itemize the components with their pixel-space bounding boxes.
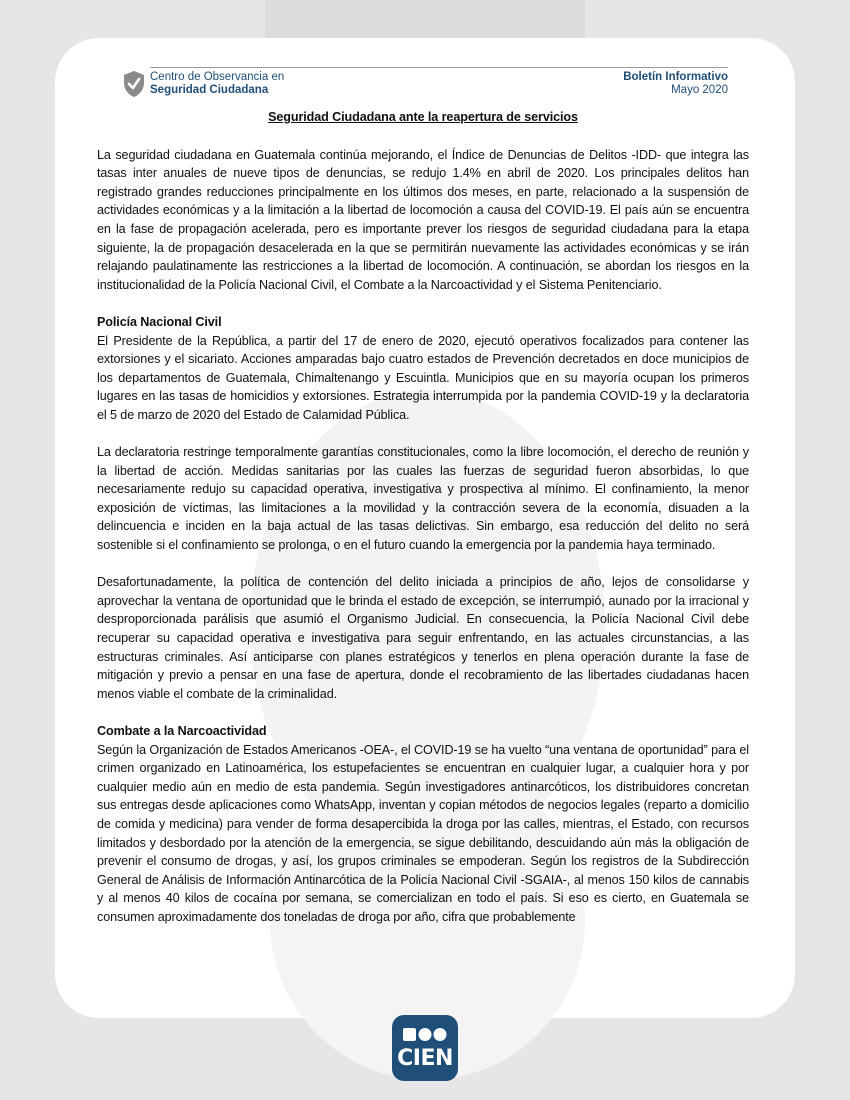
paragraph: El Presidente de la República, a partir del 17 de enero de 2020, ejecutó operativos focalizados para contener las extorsiones y el sicariato. Acciones amparadas bajo cuatro estados de Prevención decretados en doce municipios de los departamentos de Guatemala, Chimaltenango y Escuintla. Municipios que en su mayoría ocupan los primeros lugares en las tasas de homicidios y extorsiones. Estrategia interrumpida por la pandemia COVID-19 y la declaratoria el 5 de marzo de 2020 del Estado de Calamidad Pública. bbox=[97, 333, 749, 422]
bulletin-date: Mayo 2020 bbox=[671, 84, 728, 96]
section-heading-narcoactividad: Combate a la Narcoactividad bbox=[97, 724, 267, 738]
org-logo bbox=[123, 70, 323, 100]
header-divider bbox=[150, 67, 728, 68]
cien-dots-icon bbox=[403, 1027, 447, 1043]
intro-paragraph: La seguridad ciudadana en Guatemala continúa mejorando, el Índice de Denuncias de Delitos -IDD- que integra las tasas inter anuales de nueve tipos de denuncias, se redujo 1.4% en abril de 2020. Los principales delitos han registrado grandes reducciones principalmente en los últimos dos meses, en parte, relacionado a la suspensión de actividades económicas y a la limitación a la libertad de locomoción a causa del COVID-19. El país aún se encuentra en la fase de propagación acelerada, pero es importante prever los riesgos de seguridad ciudadana para la etapa siguiente, la de propagación desacelerada en la que se permitirán nuevamente las actividades económicas y se irán relajando paulatinamente las restricciones a la libertad de locomoción. A continuación, se abordan los riesgos en la institucionalidad de la Policía Nacional Civil, el Combate a la Narcoactividad y el Sistema Penitenciario. bbox=[97, 147, 749, 292]
bulletin-title: Boletín Informativo bbox=[623, 71, 728, 83]
bulletin-info bbox=[623, 71, 728, 97]
org-name-line2: Seguridad Ciudadana bbox=[150, 84, 269, 96]
document-body bbox=[97, 108, 749, 927]
cien-logo-text: CIEN bbox=[397, 1046, 453, 1071]
document-title: Seguridad Ciudadana ante la reapertura de servicios bbox=[268, 110, 578, 124]
section-heading-pnc: Policía Nacional Civil bbox=[97, 314, 222, 329]
cien-logo bbox=[392, 1015, 458, 1081]
paragraph: La declaratoria restringe temporalmente garantías constitucionales, como la libre locomoción, el derecho de reunión y la libertad de acción. Medidas sanitarias por las cuales las fuerzas de seguridad fueron absorbidas, lo que necesariamente redujo su capacidad operativa, investigativa y prospectiva al mínimo. El confinamiento, la menor exposición de víctimas, las limitaciones a la movilidad y la contracción severa de la economía, disuaden a la delincuencia e inciden en la baja actual de las tasas delictivas. Sin embargo, esa reducción del delito no será sostenible si el confinamiento se prolonga, o en el futuro cuando la emergencia por la pandemia haya terminado. bbox=[97, 445, 749, 553]
paragraph: Desafortunadamente, la política de contención del delito iniciada a principios de año, lejos de consolidarse y aprovechar la ventana de oportunidad que le brinda el estado de excepción, se interrumpió, aunado por la irracional y desproporcionada parálisis que asumió el Organismo Judicial. En consecuencia, la Policía Nacional Civil debe recuperar su capacidad operativa e investigativa para seguir enfrentando, en las actuales circunstancias, a las estructuras criminales. Así anticiparse con planes estratégicos y tenerlos en plena operación durante la fase de mitigación y previo a pensar en una fase de apertura, donde el recobramiento de las libertades ciudadanas hacen menos viable el combate de la criminalidad. bbox=[97, 575, 749, 701]
org-name-line1: Centro de Observancia en bbox=[150, 71, 285, 83]
shield-check-icon bbox=[123, 70, 145, 98]
paragraph: Según la Organización de Estados Americanos -OEA-, el COVID-19 se ha vuelto “una ventana de oportunidad” para el crimen organizado en Latinoamérica, los estupefacientes se encuentran en cualquier lugar, a cualquier hora y por cualquier medio aún en medio de esta pandemia. Según investigadores antinarcóticos, los distribuidores concretan sus entregas desde aplicaciones como WhatsApp, inventan y copian métodos de negocios legales (reparto a domicilio de comida y medicina) para vender de forma desapercibida la droga por las calles, mientras, el Estado, con recursos limitados y desbordado por la atención de la emergencia, se sigue debilitando, descuidando aún más la obligación de prevenir el consumo de drogas, y así, los grupos criminales se empoderan. Según los registros de la Subdirección General de Análisis de Información Antinarcótica de la Policía Nacional Civil -SGAIA-, al menos 150 kilos de cannabis y al menos 40 kilos de cocaína por semana, se comercializan en todo el país. Si eso es cierto, en Guatemala se consumen aproximadamente dos toneladas de droga por año, cifra que probablemente bbox=[97, 742, 749, 924]
